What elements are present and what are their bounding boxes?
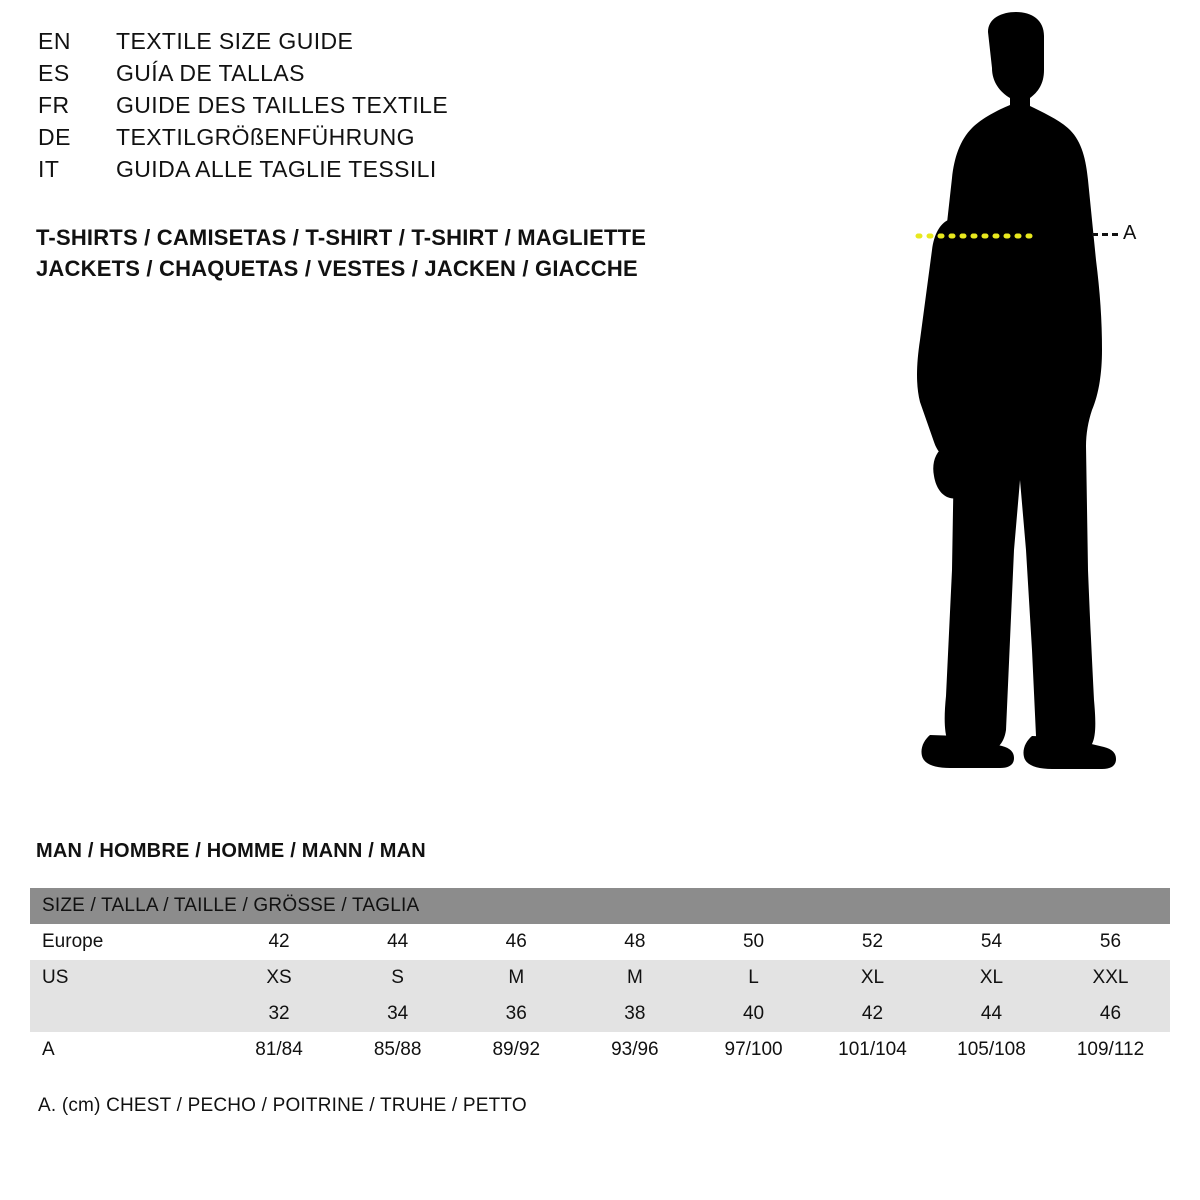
table-row <box>30 960 1170 996</box>
language-row <box>38 92 738 124</box>
language-header-block <box>38 28 738 188</box>
language-title: TEXTILGRÖßENFÜHRUNG <box>116 124 415 150</box>
language-title: GUIDA ALLE TAGLIE TESSILI <box>116 156 437 182</box>
row-value: 81/84 <box>220 1032 339 1068</box>
garment-category-block <box>36 222 796 284</box>
footnote-chest-measure: A. (cm) CHEST / PECHO / POITRINE / TRUHE / PETTO <box>38 1095 527 1116</box>
language-row <box>38 156 738 188</box>
row-value: 32 <box>220 996 339 1032</box>
row-value: 56 <box>1051 924 1170 960</box>
language-code: EN <box>38 28 71 54</box>
row-value: 44 <box>338 924 457 960</box>
row-value: 38 <box>576 996 695 1032</box>
row-label: US <box>30 960 220 996</box>
language-code: FR <box>38 92 70 118</box>
row-value: XL <box>813 960 932 996</box>
row-value: 46 <box>457 924 576 960</box>
language-title: GUIDE DES TAILLES TEXTILE <box>116 92 449 118</box>
table-title-man: MAN / HOMBRE / HOMME / MANN / MAN <box>36 840 426 862</box>
row-value: 109/112 <box>1051 1032 1170 1068</box>
row-value: 46 <box>1051 996 1170 1032</box>
row-value: 42 <box>220 924 339 960</box>
row-value: 54 <box>932 924 1051 960</box>
row-value: 93/96 <box>576 1032 695 1068</box>
row-value: S <box>338 960 457 996</box>
language-code: DE <box>38 124 71 150</box>
row-value: L <box>694 960 813 996</box>
language-row <box>38 60 738 92</box>
language-row <box>38 28 738 60</box>
row-value: XS <box>220 960 339 996</box>
measure-label-a: A <box>1123 222 1137 244</box>
row-value: 85/88 <box>338 1032 457 1068</box>
row-value: 89/92 <box>457 1032 576 1068</box>
row-value: 48 <box>576 924 695 960</box>
row-value: 40 <box>694 996 813 1032</box>
language-title: GUÍA DE TALLAS <box>116 60 305 86</box>
row-value: M <box>576 960 695 996</box>
row-value: 50 <box>694 924 813 960</box>
category-jackets: JACKETS / CHAQUETAS / VESTES / JACKEN / GIACCHE <box>36 256 638 281</box>
row-label: Europe <box>30 924 220 960</box>
table-header-row <box>30 888 1170 924</box>
row-value: 105/108 <box>932 1032 1051 1068</box>
row-value: 101/104 <box>813 1032 932 1068</box>
language-code: IT <box>38 156 60 182</box>
row-label: A <box>30 1032 220 1068</box>
size-table <box>30 888 1170 1068</box>
row-value: 36 <box>457 996 576 1032</box>
language-row <box>38 124 738 156</box>
table-header-label: SIZE / TALLA / TAILLE / GRÖSSE / TAGLIA <box>30 888 1170 924</box>
row-value: M <box>457 960 576 996</box>
language-code: ES <box>38 60 70 86</box>
table-row <box>30 924 1170 960</box>
row-value: 97/100 <box>694 1032 813 1068</box>
row-value: XXL <box>1051 960 1170 996</box>
row-value: 52 <box>813 924 932 960</box>
measure-leader-line <box>1092 233 1118 236</box>
row-value: 44 <box>932 996 1051 1032</box>
row-value: XL <box>932 960 1051 996</box>
row-label <box>30 996 220 1032</box>
silhouette-shape <box>917 12 1116 769</box>
table-row <box>30 1032 1170 1068</box>
category-tshirts: T-SHIRTS / CAMISETAS / T-SHIRT / T-SHIRT / MAGLIETTE <box>36 225 647 250</box>
row-value: 34 <box>338 996 457 1032</box>
table-row <box>30 996 1170 1032</box>
body-silhouette-figure <box>820 10 1180 800</box>
language-title: TEXTILE SIZE GUIDE <box>116 28 354 54</box>
row-value: 42 <box>813 996 932 1032</box>
